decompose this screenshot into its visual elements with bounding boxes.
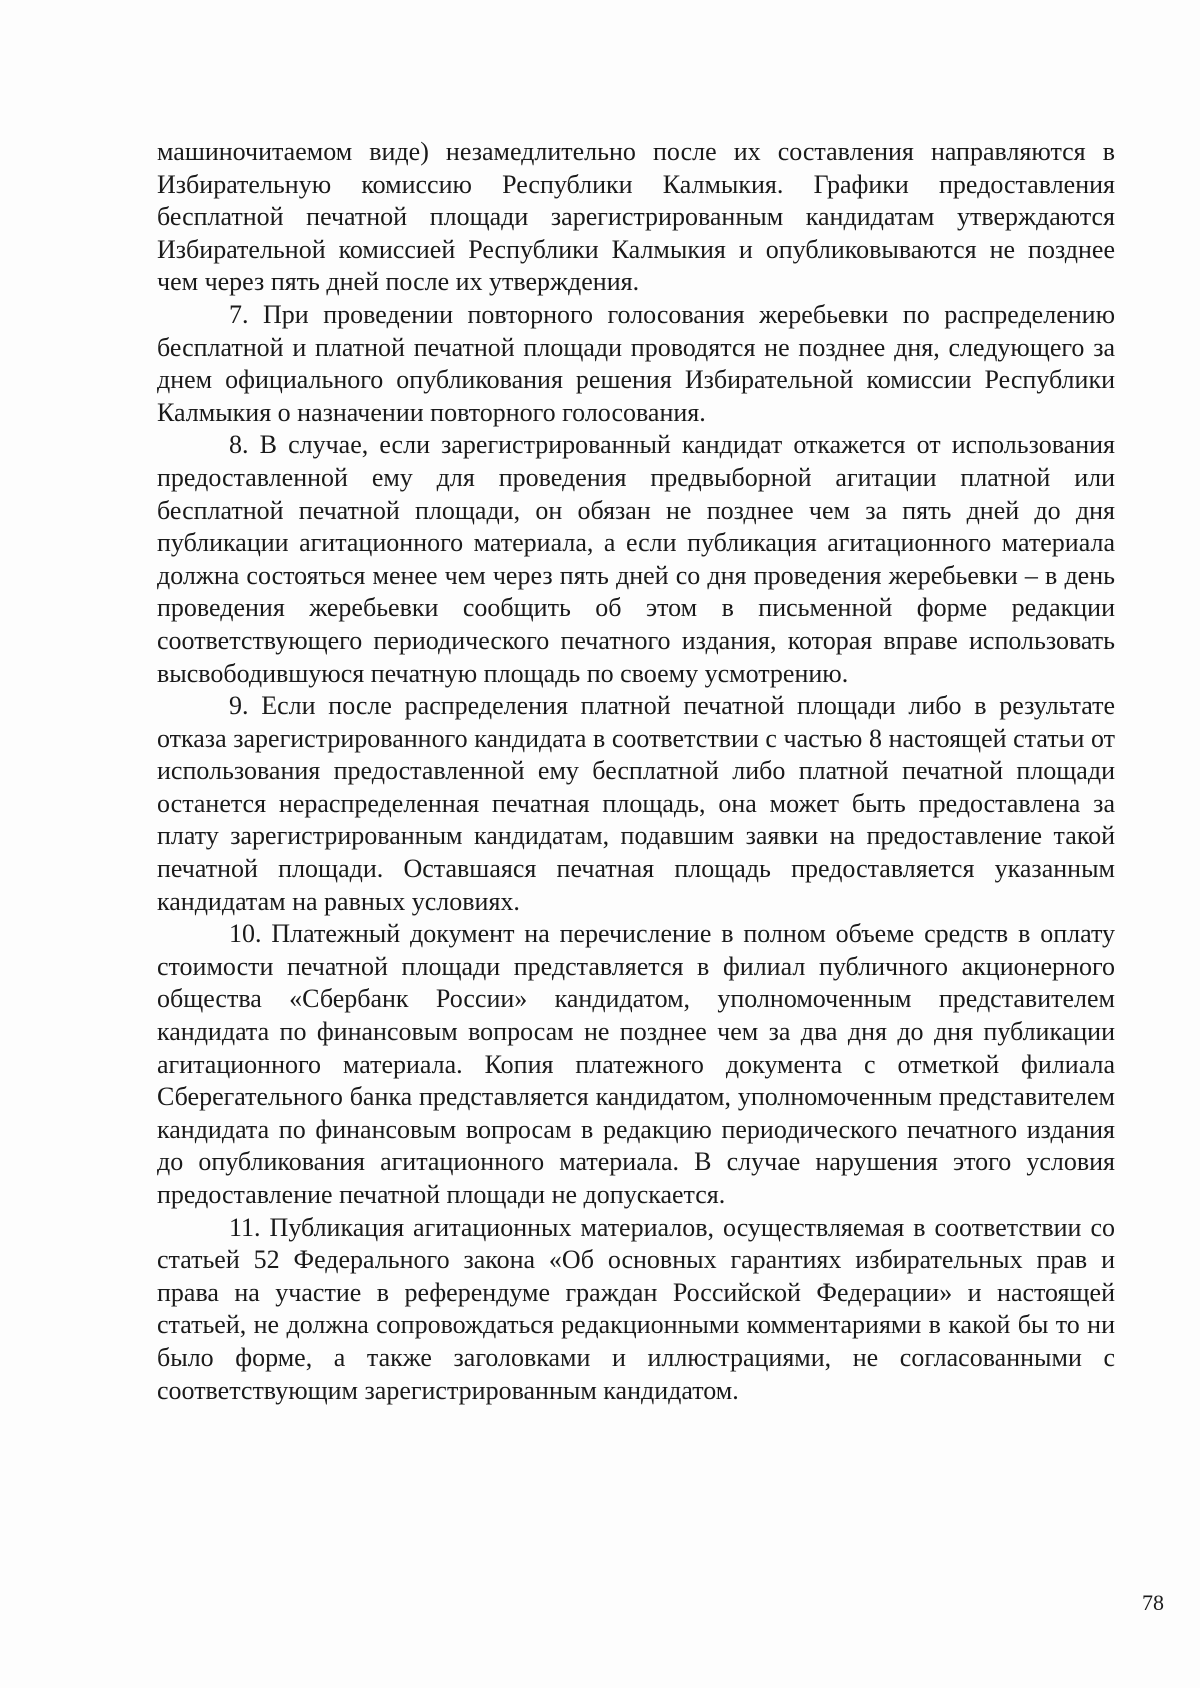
paragraph-8: 8. В случае, если зарегистрированный кандидат откажется от использования предоставленной ему для проведения предвыборной агитации платной или бесплатной печатной площади, он обязан не позднее чем за пять дней до дня публикации агитационного материала, а если публикация агитационного материала должна состояться менее чем через пять дней со дня проведения жеребьевки – в день проведения жеребьевки сообщить об этом в письменной форме редакции соответствующего периодического печатного издания, которая вправе использовать высвободившуюся печатную площадь по своему усмотрению.	[157, 430, 1115, 688]
paragraph-7: 7. При проведении повторного голосования жеребьевки по распределению бесплатной и платной печатной площади проводятся не позднее дня, следующего за днем официального опубликования решения Избирательной комиссии Республики Калмыкия о назначении повторного голосования.	[157, 299, 1115, 427]
page-number: 78	[1142, 1590, 1164, 1615]
paragraph-10: 10. Платежный документ на перечисление в полном объеме средств в оплату стоимости печатной площади представляется в филиал публичного акционерного общества «Сбербанк России» кандидатом, уполномоченным представителем кандидата по финансовым вопросам не позднее чем за два дня до дня публикации агитационного материала. Копия платежного документа с отметкой филиала Сберегательного банка представляется кандидатом, уполномоченным представителем кандидата по финансовым вопросам в редакцию периодического печатного издания до опубликования агитационного материала. В случае нарушения этого условия предоставление печатной площади не допускается.	[157, 919, 1115, 1209]
document-body	[157, 136, 1115, 1407]
paragraph-continuation: машиночитаемом виде) незамедлительно после их составления направляются в Избирательную комиссию Республики Калмыкия. Графики предоставления бесплатной печатной площади зарегистрированным кандидатам утверждаются Избирательной комиссией Республики Калмыкия и опубликовываются не позднее чем через пять дней после их утверждения.	[157, 137, 1115, 297]
paragraph-11: 11. Публикация агитационных материалов, осуществляемая в соответствии со статьей 52 Федерального закона «Об основных гарантиях избирательных прав и права на участие в референдуме граждан Российской Федерации» и настоящей статьей, не должна сопровождаться редакционными комментариями в какой бы то ни было форме, а также заголовками и иллюстрациями, не согласованными с соответствующим зарегистрированным кандидатом.	[157, 1212, 1115, 1405]
paragraph-9: 9. Если после распределения платной печатной площади либо в результате отказа зарегистрированного кандидата в соответствии с частью 8 настоящей статьи от использования предоставленной ему бесплатной либо платной печатной площади останется нераспределенная печатная площадь, она может быть предоставлена за плату зарегистрированным кандидатам, подавшим заявки на предоставление такой печатной площади. Оставшаяся печатная площадь предоставляется указанным кандидатам на равных условиях.	[157, 691, 1115, 916]
